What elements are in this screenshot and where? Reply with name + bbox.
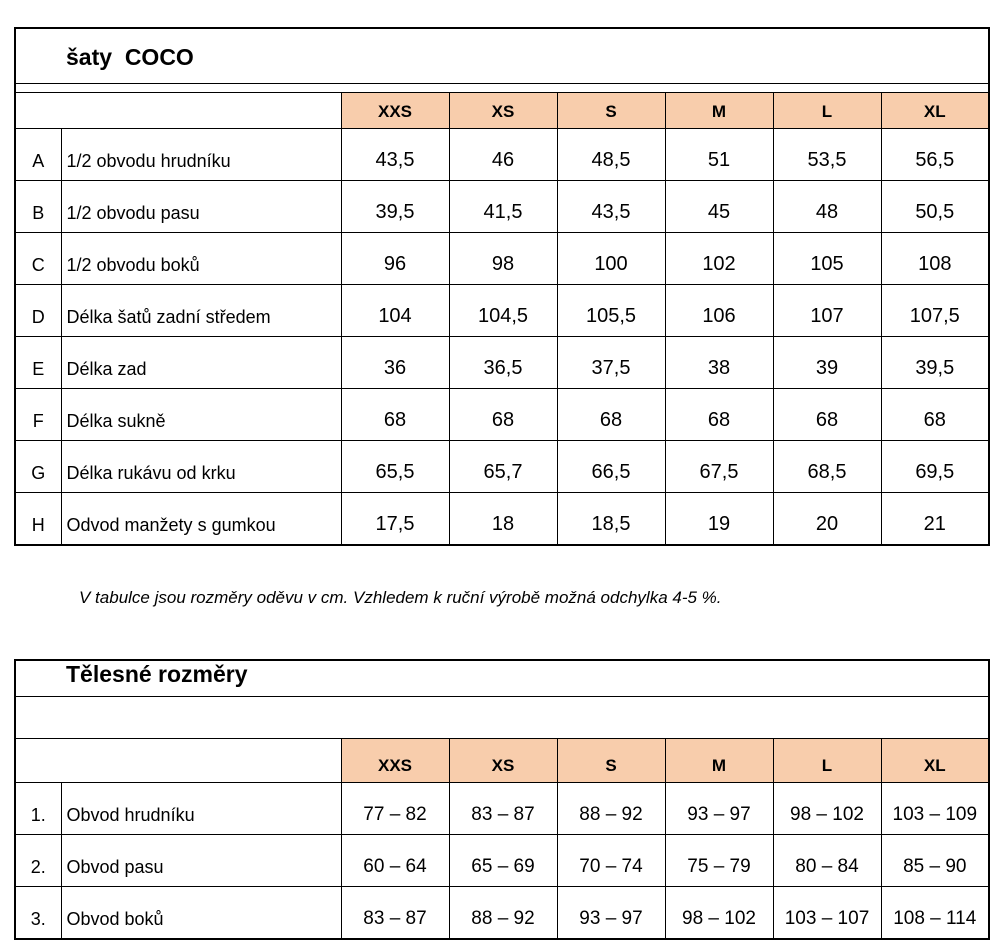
measurement-value-cell: 68,5 — [773, 441, 881, 493]
measurement-value-cell: 100 — [557, 233, 665, 285]
measurement-value-cell: 36,5 — [449, 337, 557, 389]
table-row — [15, 233, 989, 285]
measurement-value-cell: 102 — [665, 233, 773, 285]
measurement-value-cell: 39,5 — [881, 337, 989, 389]
measurement-value-cell: 36 — [341, 337, 449, 389]
measurement-value-cell: 67,5 — [665, 441, 773, 493]
measurement-value-cell: 37,5 — [557, 337, 665, 389]
measurement-value-cell: 68 — [665, 389, 773, 441]
measurement-value-cell: 66,5 — [557, 441, 665, 493]
spacer-cell — [15, 84, 989, 93]
measurement-value-cell: 83 – 87 — [341, 887, 449, 940]
measurement-value-cell: 104 — [341, 285, 449, 337]
measurement-value-cell: 96 — [341, 233, 449, 285]
measurement-value-cell: 21 — [881, 493, 989, 546]
row-code-cell: 1. — [15, 783, 61, 835]
measurement-value-cell: 98 — [449, 233, 557, 285]
table-row — [15, 887, 989, 940]
size-column-header: M — [665, 93, 773, 129]
measurement-value-cell: 103 – 107 — [773, 887, 881, 940]
measurement-value-cell: 39,5 — [341, 181, 449, 233]
row-code-cell: D — [15, 285, 61, 337]
measurement-value-cell: 88 – 92 — [449, 887, 557, 940]
row-label-cell: 1/2 obvodu pasu — [61, 181, 341, 233]
measurement-value-cell: 77 – 82 — [341, 783, 449, 835]
table-row — [15, 441, 989, 493]
measurement-value-cell: 46 — [449, 129, 557, 181]
measurement-value-cell: 18 — [449, 493, 557, 546]
measurement-value-cell: 56,5 — [881, 129, 989, 181]
row-code-cell: G — [15, 441, 61, 493]
measurement-value-cell: 48,5 — [557, 129, 665, 181]
measurement-value-cell: 108 – 114 — [881, 887, 989, 940]
row-label-cell: Délka šatů zadní středem — [61, 285, 341, 337]
table-row — [15, 129, 989, 181]
table-row — [15, 493, 989, 546]
row-code-cell: 3. — [15, 887, 61, 940]
table-title: šaty COCO — [15, 28, 989, 84]
measurement-value-cell: 18,5 — [557, 493, 665, 546]
garment-size-table — [14, 27, 990, 546]
measurement-value-cell: 107,5 — [881, 285, 989, 337]
measurement-value-cell: 106 — [665, 285, 773, 337]
size-column-header: L — [773, 739, 881, 783]
measurement-value-cell: 68 — [881, 389, 989, 441]
measurement-value-cell: 68 — [557, 389, 665, 441]
measurement-value-cell: 45 — [665, 181, 773, 233]
size-header-row — [15, 93, 989, 129]
measurement-value-cell: 65 – 69 — [449, 835, 557, 887]
table-title-row — [15, 28, 989, 84]
measurement-value-cell: 68 — [449, 389, 557, 441]
tolerance-note: V tabulce jsou rozměry oděvu v cm. Vzhledem k ruční výrobě možná odchylka 4-5 %. — [79, 588, 722, 607]
row-label-cell: Odvod manžety s gumkou — [61, 493, 341, 546]
size-column-header: XL — [881, 739, 989, 783]
measurement-value-cell: 17,5 — [341, 493, 449, 546]
measurement-value-cell: 98 – 102 — [773, 783, 881, 835]
measurement-value-cell: 65,5 — [341, 441, 449, 493]
measurement-value-cell: 50,5 — [881, 181, 989, 233]
table-row — [15, 783, 989, 835]
measurement-value-cell: 108 — [881, 233, 989, 285]
row-code-cell: F — [15, 389, 61, 441]
measurement-value-cell: 19 — [665, 493, 773, 546]
measurement-value-cell: 60 – 64 — [341, 835, 449, 887]
size-column-header: XXS — [341, 739, 449, 783]
measurement-value-cell: 104,5 — [449, 285, 557, 337]
row-code-cell: 2. — [15, 835, 61, 887]
row-label-cell: Délka sukně — [61, 389, 341, 441]
spacer-row — [15, 84, 989, 93]
row-label-cell: 1/2 obvodu hrudníku — [61, 129, 341, 181]
measurement-value-cell: 51 — [665, 129, 773, 181]
size-column-header: XS — [449, 739, 557, 783]
body-measurements-table — [14, 659, 990, 940]
measurement-value-cell: 69,5 — [881, 441, 989, 493]
measurement-value-cell: 107 — [773, 285, 881, 337]
table-row — [15, 337, 989, 389]
size-column-header: XL — [881, 93, 989, 129]
header-empty-cell — [15, 93, 341, 129]
row-code-cell: E — [15, 337, 61, 389]
table-title-row — [15, 660, 989, 697]
measurement-value-cell: 68 — [341, 389, 449, 441]
measurement-value-cell: 70 – 74 — [557, 835, 665, 887]
header-empty-cell — [15, 739, 341, 783]
size-header-row — [15, 739, 989, 783]
size-column-header: S — [557, 93, 665, 129]
row-label-cell: Délka zad — [61, 337, 341, 389]
measurement-value-cell: 48 — [773, 181, 881, 233]
measurement-value-cell: 75 – 79 — [665, 835, 773, 887]
table-row — [15, 389, 989, 441]
table-row — [15, 285, 989, 337]
table-row — [15, 181, 989, 233]
measurement-value-cell: 68 — [773, 389, 881, 441]
row-code-cell: C — [15, 233, 61, 285]
row-code-cell: A — [15, 129, 61, 181]
measurement-value-cell: 85 – 90 — [881, 835, 989, 887]
row-label-cell: Obvod pasu — [61, 835, 341, 887]
measurement-value-cell: 93 – 97 — [665, 783, 773, 835]
measurement-value-cell: 38 — [665, 337, 773, 389]
measurement-value-cell: 88 – 92 — [557, 783, 665, 835]
row-code-cell: B — [15, 181, 61, 233]
measurement-value-cell: 83 – 87 — [449, 783, 557, 835]
size-column-header: M — [665, 739, 773, 783]
measurement-value-cell: 103 – 109 — [881, 783, 989, 835]
row-label-cell: Délka rukávu od krku — [61, 441, 341, 493]
row-label-cell: Obvod boků — [61, 887, 341, 940]
size-column-header: XS — [449, 93, 557, 129]
measurement-value-cell: 80 – 84 — [773, 835, 881, 887]
measurement-value-cell: 98 – 102 — [665, 887, 773, 940]
measurement-value-cell: 105 — [773, 233, 881, 285]
measurement-value-cell: 93 – 97 — [557, 887, 665, 940]
size-column-header: S — [557, 739, 665, 783]
measurement-value-cell: 65,7 — [449, 441, 557, 493]
measurement-value-cell: 43,5 — [341, 129, 449, 181]
measurement-value-cell: 53,5 — [773, 129, 881, 181]
measurement-value-cell: 43,5 — [557, 181, 665, 233]
measurement-value-cell: 39 — [773, 337, 881, 389]
size-column-header: XXS — [341, 93, 449, 129]
measurement-value-cell: 41,5 — [449, 181, 557, 233]
spacer-cell — [15, 697, 989, 739]
measurement-value-cell: 20 — [773, 493, 881, 546]
row-label-cell: Obvod hrudníku — [61, 783, 341, 835]
size-column-header: L — [773, 93, 881, 129]
measurement-value-cell: 105,5 — [557, 285, 665, 337]
spacer-row — [15, 697, 989, 739]
table-row — [15, 835, 989, 887]
table-title: Tělesné rozměry — [15, 660, 989, 697]
row-label-cell: 1/2 obvodu boků — [61, 233, 341, 285]
row-code-cell: H — [15, 493, 61, 546]
